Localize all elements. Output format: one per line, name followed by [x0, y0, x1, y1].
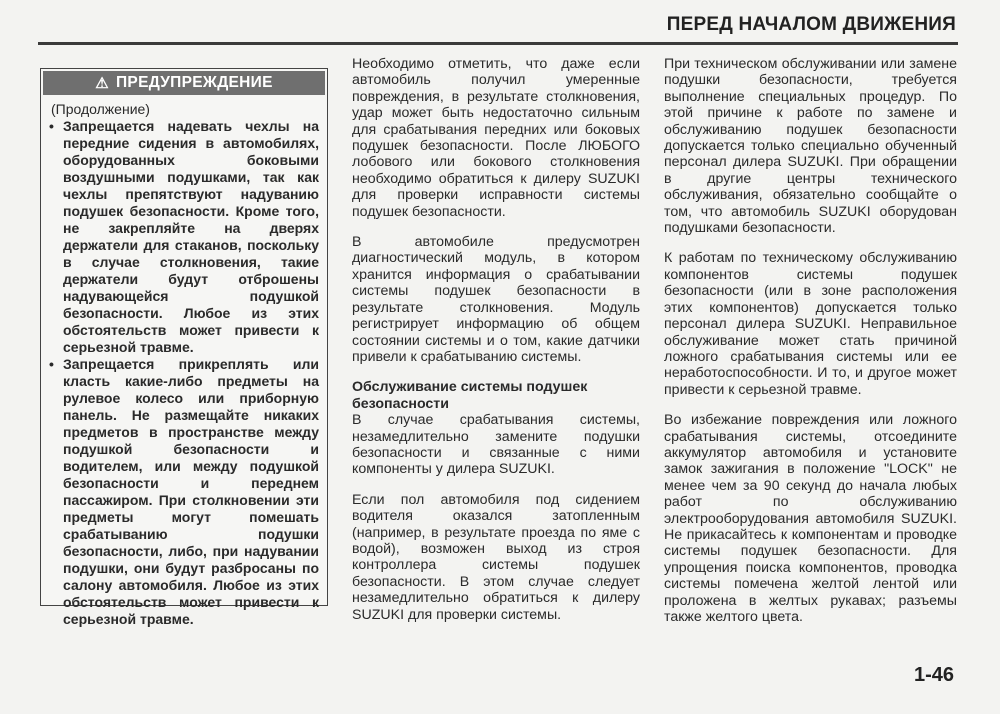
paragraph: При техническом обслуживании или замене подушки безопасности, требуется выполнение специальных процедур. По этой причине к работе по замене и обслуживанию подушек безопасности допускается только специально обученный персонал дилера SUZUKI. При обращении в другие центры технического обслуживания, обязательно сообщайте о том, что автомобиль SUZUKI оборудован подушками безопасности.: [664, 56, 957, 237]
page-number: 1-46: [913, 664, 954, 686]
paragraph: Необходимо отметить, что даже если автомобиль получил умеренные повреждения, в результате столкновения, удар может быть недостаточно сильным для срабатывания передних или боковых подушек безопасности. После ЛЮБОГО лобового или бокового столкновения необходимо обратиться к дилеру SUZUKI для проверки исправности системы подушек безопасности.: [352, 56, 640, 220]
warning-item: • Запрещается надевать чехлы на передние сидения в автомобилях, оборудованных боковыми воздушными подушками, так как чехлы препятствуют надуванию подушек безопасности. Кроме того, не закрепляйте на дверях держатели для стаканов, поскольку в случае столкновения, такие держатели будут отброшены надувающейся подушкой безопасности. Любое из этих обстоятельств может привести к серьезной травме.: [49, 118, 319, 356]
paragraph: Во избежание повреждения или ложного срабатывания системы, отсоедините аккумулятор автомобиля и установите замок зажигания в положение "LOCK" не менее чем за 90 секунд до начала любых работ по обслуживанию электрооборудования автомобиля SUZUKI. Не прикасайтесь к компонентам и проводке системы подушек безопасности. Для упрощения поиска компонентов, проводка системы помечена желтой лентой или проложена в желтых рукавах; разъемы также желтого цвета.: [664, 412, 957, 625]
section-heading: Обслуживание системы подушек безопасности: [352, 379, 588, 412]
paragraph: К работам по техническому обслуживанию компонентов системы подушек безопасности (или в зоне расположения этих компонентов) допускается только персонал дилера SUZUKI. Неправильное обслуживание может стать причиной ложного срабатывания системы или ее неработоспособности. И то, и другое может привести к серьезной травме.: [664, 250, 957, 398]
paragraph: Если пол автомобиля под сидением водителя оказался затопленным (например, в результате проезда по яме с водой), возможен выход из строя контроллера системы подушек безопасности. В этом случае следует незамедлительно обратиться к дилеру SUZUKI для проверки системы.: [352, 491, 640, 623]
warning-header: [43, 71, 325, 95]
column-middle: [352, 56, 640, 637]
paragraph: В случае срабатывания системы, незамедлительно замените подушки безопасности и связанные с ними компоненты у дилера SUZUKI.: [352, 412, 640, 478]
warning-box: [40, 68, 328, 627]
warning-triangle-icon: ⚠: [95, 74, 109, 92]
page-header-title: ПЕРЕД НАЧАЛОМ ДВИЖЕНИЯ: [666, 14, 956, 35]
warning-body: [41, 95, 327, 628]
column-right: [664, 56, 957, 639]
warning-item: • Запрещается прикреплять или класть какие-либо предметы на рулевое колесо или приборную панель. Не размещайте никаких предметов в пространстве между подушкой безопасности и водителем, или между подушкой безопасности и переднем пассажиром. При столкновении эти предметы могут помешать срабатыванию подушки безопасности, либо, при надувании подушки, они будут разбросаны по салону автомобиля. Любое из этих обстоятельств может привести к серьезной травме.: [49, 356, 319, 628]
warning-title: ПРЕДУПРЕЖДЕНИЕ: [115, 74, 273, 91]
warning-continued-label: (Продолжение): [51, 101, 150, 117]
warning-list: [49, 118, 319, 628]
header-divider: [38, 42, 958, 45]
paragraph: В автомобиле предусмотрен диагностический модуль, в котором хранится информация о срабатывании системы подушек безопасности в результате столкновения. Модуль регистрирует информацию об общем состоянии системы и о том, какие датчики привели к срабатыванию системы.: [352, 234, 640, 365]
